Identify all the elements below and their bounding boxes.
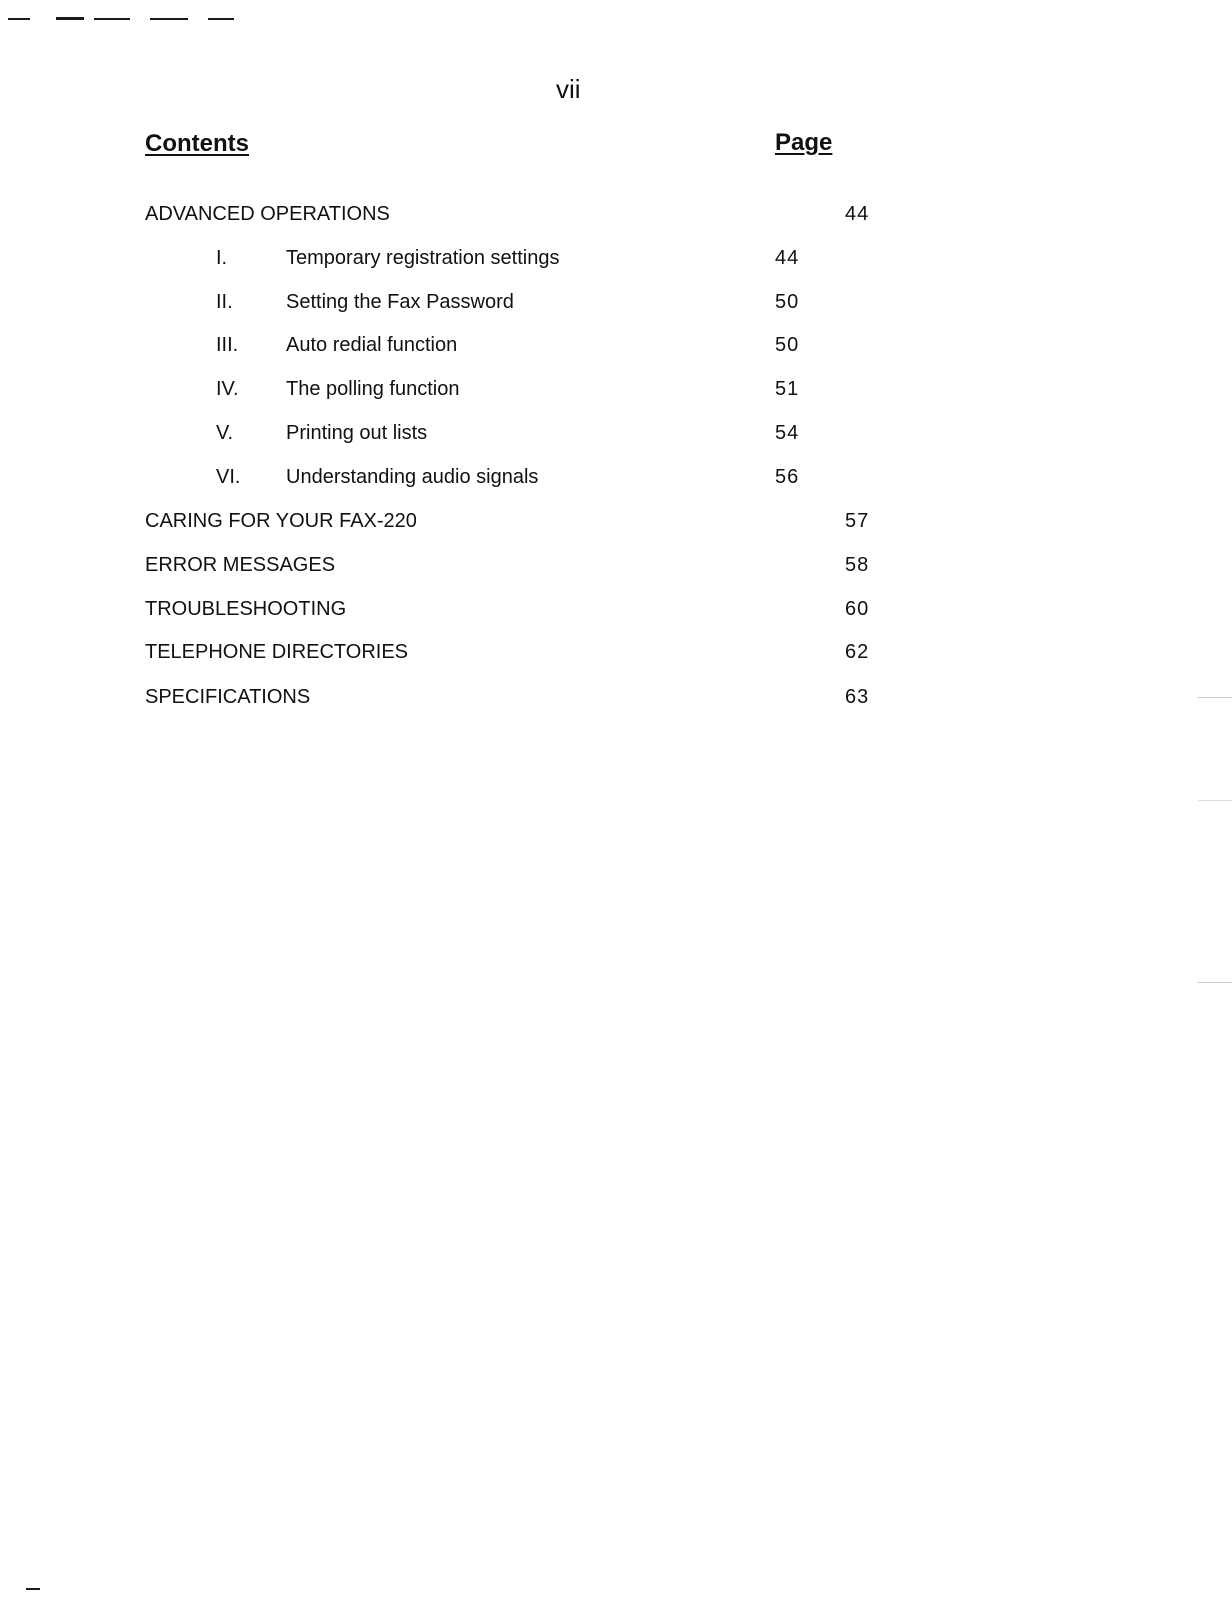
toc-entry-title: TELEPHONE DIRECTORIES (145, 641, 409, 663)
toc-entry-advanced-operations (0, 198, 1232, 230)
toc-subentry (0, 373, 1232, 405)
contents-heading: Contents (145, 130, 249, 157)
edge-mark (1198, 982, 1232, 983)
toc-entry-title: ERROR MESSAGES (145, 554, 336, 576)
toc-subentry (0, 329, 1232, 361)
toc-subentry-title: Printing out lists (286, 422, 428, 444)
toc-entry-page: 58 (845, 554, 870, 576)
toc-entry-page: 44 (845, 203, 870, 225)
page-heading: Page (775, 129, 833, 156)
toc-subentry-page: 50 (775, 334, 800, 356)
toc-entry-title: TROUBLESHOOTING (145, 598, 347, 620)
scan-artifact (94, 18, 130, 20)
toc-subentry-title: Setting the Fax Password (286, 291, 514, 313)
scan-artifact (208, 18, 234, 20)
toc-subentry-title: The polling function (286, 378, 460, 400)
toc-subentry-numeral: IV. (216, 378, 239, 400)
toc-entry-title: CARING FOR YOUR FAX-220 (145, 510, 417, 532)
toc-subentry-numeral: I. (216, 247, 228, 269)
toc-subentry-title: Auto redial function (286, 334, 458, 356)
toc-entry (0, 505, 1232, 537)
toc-subentry-numeral: III. (216, 334, 239, 356)
toc-entry-page: 57 (845, 510, 870, 532)
toc-subentry-numeral: II. (216, 291, 233, 313)
toc-subentry-page: 44 (775, 247, 800, 269)
toc-entry-page: 60 (845, 598, 870, 620)
toc-entry (0, 681, 1232, 713)
edge-mark (1198, 800, 1232, 801)
toc-entry-title: SPECIFICATIONS (145, 686, 311, 708)
toc-entry-title: ADVANCED OPERATIONS (145, 203, 390, 225)
scan-artifact (26, 1588, 40, 1590)
toc-subentry-page: 54 (775, 422, 800, 444)
toc-entry (0, 549, 1232, 581)
page-number: vii (556, 74, 581, 104)
toc-entry-page: 63 (845, 686, 870, 708)
scan-artifact (56, 17, 84, 20)
toc-subentry-title: Understanding audio signals (286, 466, 539, 488)
toc-subentry (0, 417, 1232, 449)
toc-subentry-numeral: V. (216, 422, 234, 444)
toc-subentry-page: 50 (775, 291, 800, 313)
toc-subentry (0, 286, 1232, 318)
scan-artifact (150, 18, 188, 20)
toc-entry (0, 593, 1232, 625)
toc-subentry-numeral: VI. (216, 466, 241, 488)
toc-subentry (0, 242, 1232, 274)
toc-subentry-page: 56 (775, 466, 800, 488)
toc-subentry-page: 51 (775, 378, 800, 400)
toc-entry (0, 636, 1232, 668)
toc-subentry (0, 461, 1232, 493)
toc-subentry-title: Temporary registration settings (286, 247, 560, 269)
scan-artifact (8, 18, 30, 20)
toc-entry-page: 62 (845, 641, 870, 663)
